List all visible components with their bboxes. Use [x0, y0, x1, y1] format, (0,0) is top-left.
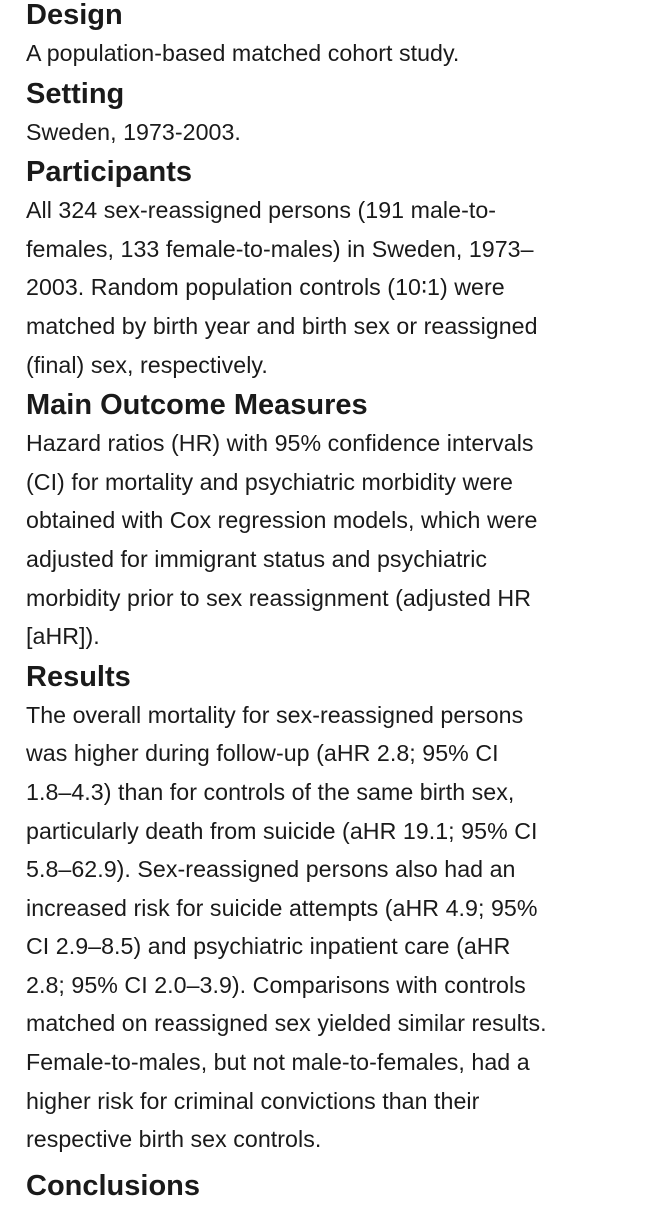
text-line: A population-based matched cohort study. — [26, 40, 460, 66]
text-line: morbidity prior to sex reassignment (adjusted HR — [26, 584, 531, 611]
heading-design: Design — [26, 0, 123, 31]
text-line: Sweden, 1973-2003. — [26, 118, 241, 145]
body-results — [26, 696, 650, 1159]
section-setting — [26, 75, 650, 152]
text-line: matched by birth year and birth sex or reassigned — [26, 312, 538, 339]
text-line: All 324 sex-reassigned persons (191 male-to- — [26, 197, 497, 224]
text-line: 5.8–62.9). Sex-reassigned persons also had an — [26, 856, 516, 883]
text-line: [aHR]). — [26, 623, 100, 650]
text-line: (final) sex, respectively. — [26, 351, 268, 378]
text-line: obtained with Cox regression models, which were — [26, 507, 538, 534]
text-line: particularly death from suicide (aHR 19.1; 95% CI — [26, 817, 538, 844]
text-line: 1.8–4.3) than for controls of the same birth sex, — [26, 778, 515, 805]
heading-main-outcome-measures: Main Outcome Measures — [26, 389, 368, 422]
text-line: higher risk for criminal convictions than their — [26, 1087, 480, 1114]
heading-results: Results — [26, 660, 131, 693]
text-line: 2.8; 95% CI 2.0–3.9). Comparisons with controls — [26, 971, 526, 998]
text-line: CI 2.9–8.5) and psychiatric inpatient care (aHR — [26, 933, 511, 960]
text-line: Female-to-males, but not male-to-females, had a — [26, 1049, 530, 1076]
body-main-outcome-measures — [26, 424, 650, 656]
heading-setting: Setting — [26, 77, 125, 110]
body-setting — [26, 113, 650, 152]
text-line: (CI) for mortality and psychiatric morbidity were — [26, 468, 513, 495]
text-line: females, 133 female-to-males) in Sweden, 1973– — [26, 235, 534, 262]
text-line: respective birth sex controls. — [26, 1126, 322, 1153]
section-participants — [26, 153, 650, 384]
heading-conclusions-partial: Conclusions — [26, 1169, 201, 1202]
body-design — [26, 34, 650, 73]
body-participants — [26, 191, 650, 384]
text-line: 2003. Random population controls (10∶1) were — [26, 274, 505, 301]
text-line: was higher during follow-up (aHR 2.8; 95% CI — [26, 740, 499, 767]
text-line: adjusted for immigrant status and psychiatric — [26, 545, 488, 572]
abstract-content — [26, 0, 650, 1205]
section-design — [26, 0, 650, 73]
heading-participants: Participants — [26, 156, 192, 189]
section-main-outcome-measures — [26, 386, 650, 656]
text-line: increased risk for suicide attempts (aHR 4.9; 95% — [26, 894, 538, 921]
text-line: Hazard ratios (HR) with 95% confidence intervals — [26, 430, 534, 457]
text-line: matched on reassigned sex yielded similar results. — [26, 1010, 547, 1037]
text-line: The overall mortality for sex-reassigned persons — [26, 701, 524, 728]
section-results — [26, 658, 650, 1159]
